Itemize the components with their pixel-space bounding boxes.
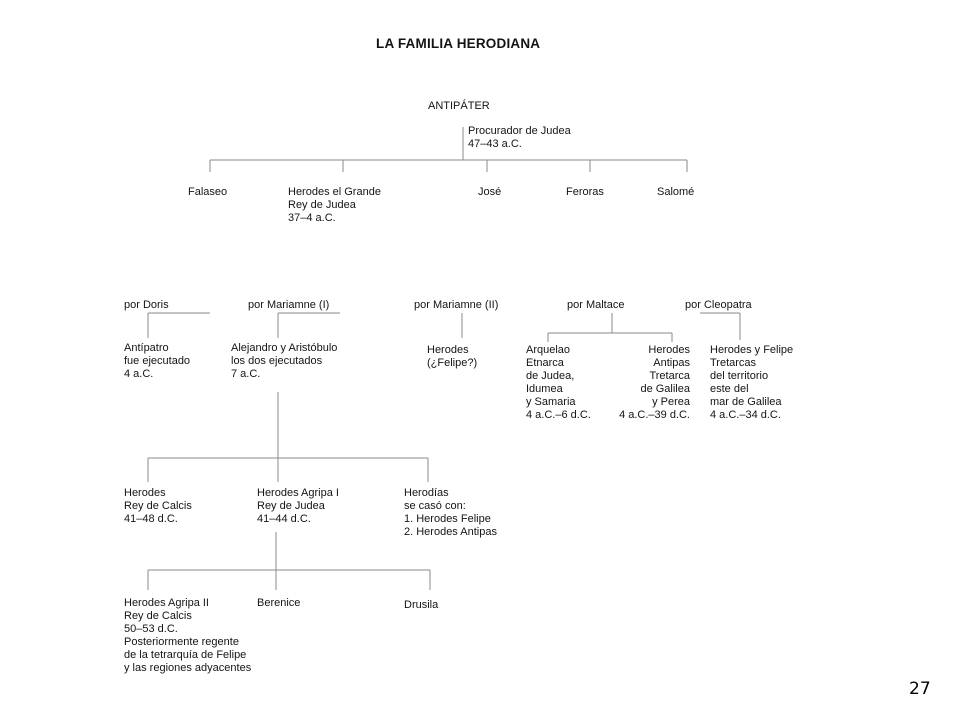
great-grandchild-berenice: Berenice [257,597,301,609]
wife-mariamne-1: por Mariamne (I) [248,299,330,311]
great-grandchild-drusila: Drusila [404,599,439,611]
child-herodes-el-grande: Herodes el Grande Rey de Judea 37–4 a.C. [288,186,381,224]
grandchild-herodes-agripa-1: Herodes Agripa I Rey de Judea 41–44 d.C. [257,487,339,525]
child-falaseo: Falaseo [188,186,228,198]
root-name: ANTIPÁTER [428,100,490,112]
wife-mariamne-2: por Mariamne (II) [414,299,499,311]
great-grandchild-herodes-agripa-2: Herodes Agripa II Rey de Calcis 50–53 d.C. Posteriormente regente de la tetrarquía de Felipe y las regiones adyacentes [124,597,252,674]
son-herodes-felipe: Herodes (¿Felipe?) [427,344,478,369]
diagram-title: LA FAMILIA HERODIANA [376,36,541,51]
grandchild-herodias: Herodías se casó con: 1. Herodes Felipe 2. Herodes Antipas [404,487,497,538]
wife-cleopatra: por Cleopatra [685,299,752,311]
son-alejandro-aristobulo: Alejandro y Aristóbulo los dos ejecutados 7 a.C. [231,342,338,380]
child-jose: José [478,186,502,198]
son-antipatro: Antípatro fue ejecutado 4 a.C. [124,342,191,380]
page-number: 27 [909,679,931,699]
wife-doris: por Doris [124,299,169,311]
root-details: Procurador de Judea 47–43 a.C. [468,125,571,150]
grandchild-herodes-calcis: Herodes Rey de Calcis 41–48 d.C. [124,487,192,525]
son-herodes-antipas: Herodes Antipas Tretarca de Galilea y Perea 4 a.C.–39 d.C. [619,344,690,421]
wife-maltace: por Maltace [567,299,625,311]
child-feroras: Feroras [566,186,604,198]
son-herodes-y-felipe: Herodes y Felipe Tretarcas del territorio este del mar de Galilea 4 a.C.–34 d.C. [710,344,794,421]
child-salome: Salomé [657,186,695,198]
son-arquelao: Arquelao Etnarca de Judea, Idumea y Samaria 4 a.C.–6 d.C. [526,344,591,421]
